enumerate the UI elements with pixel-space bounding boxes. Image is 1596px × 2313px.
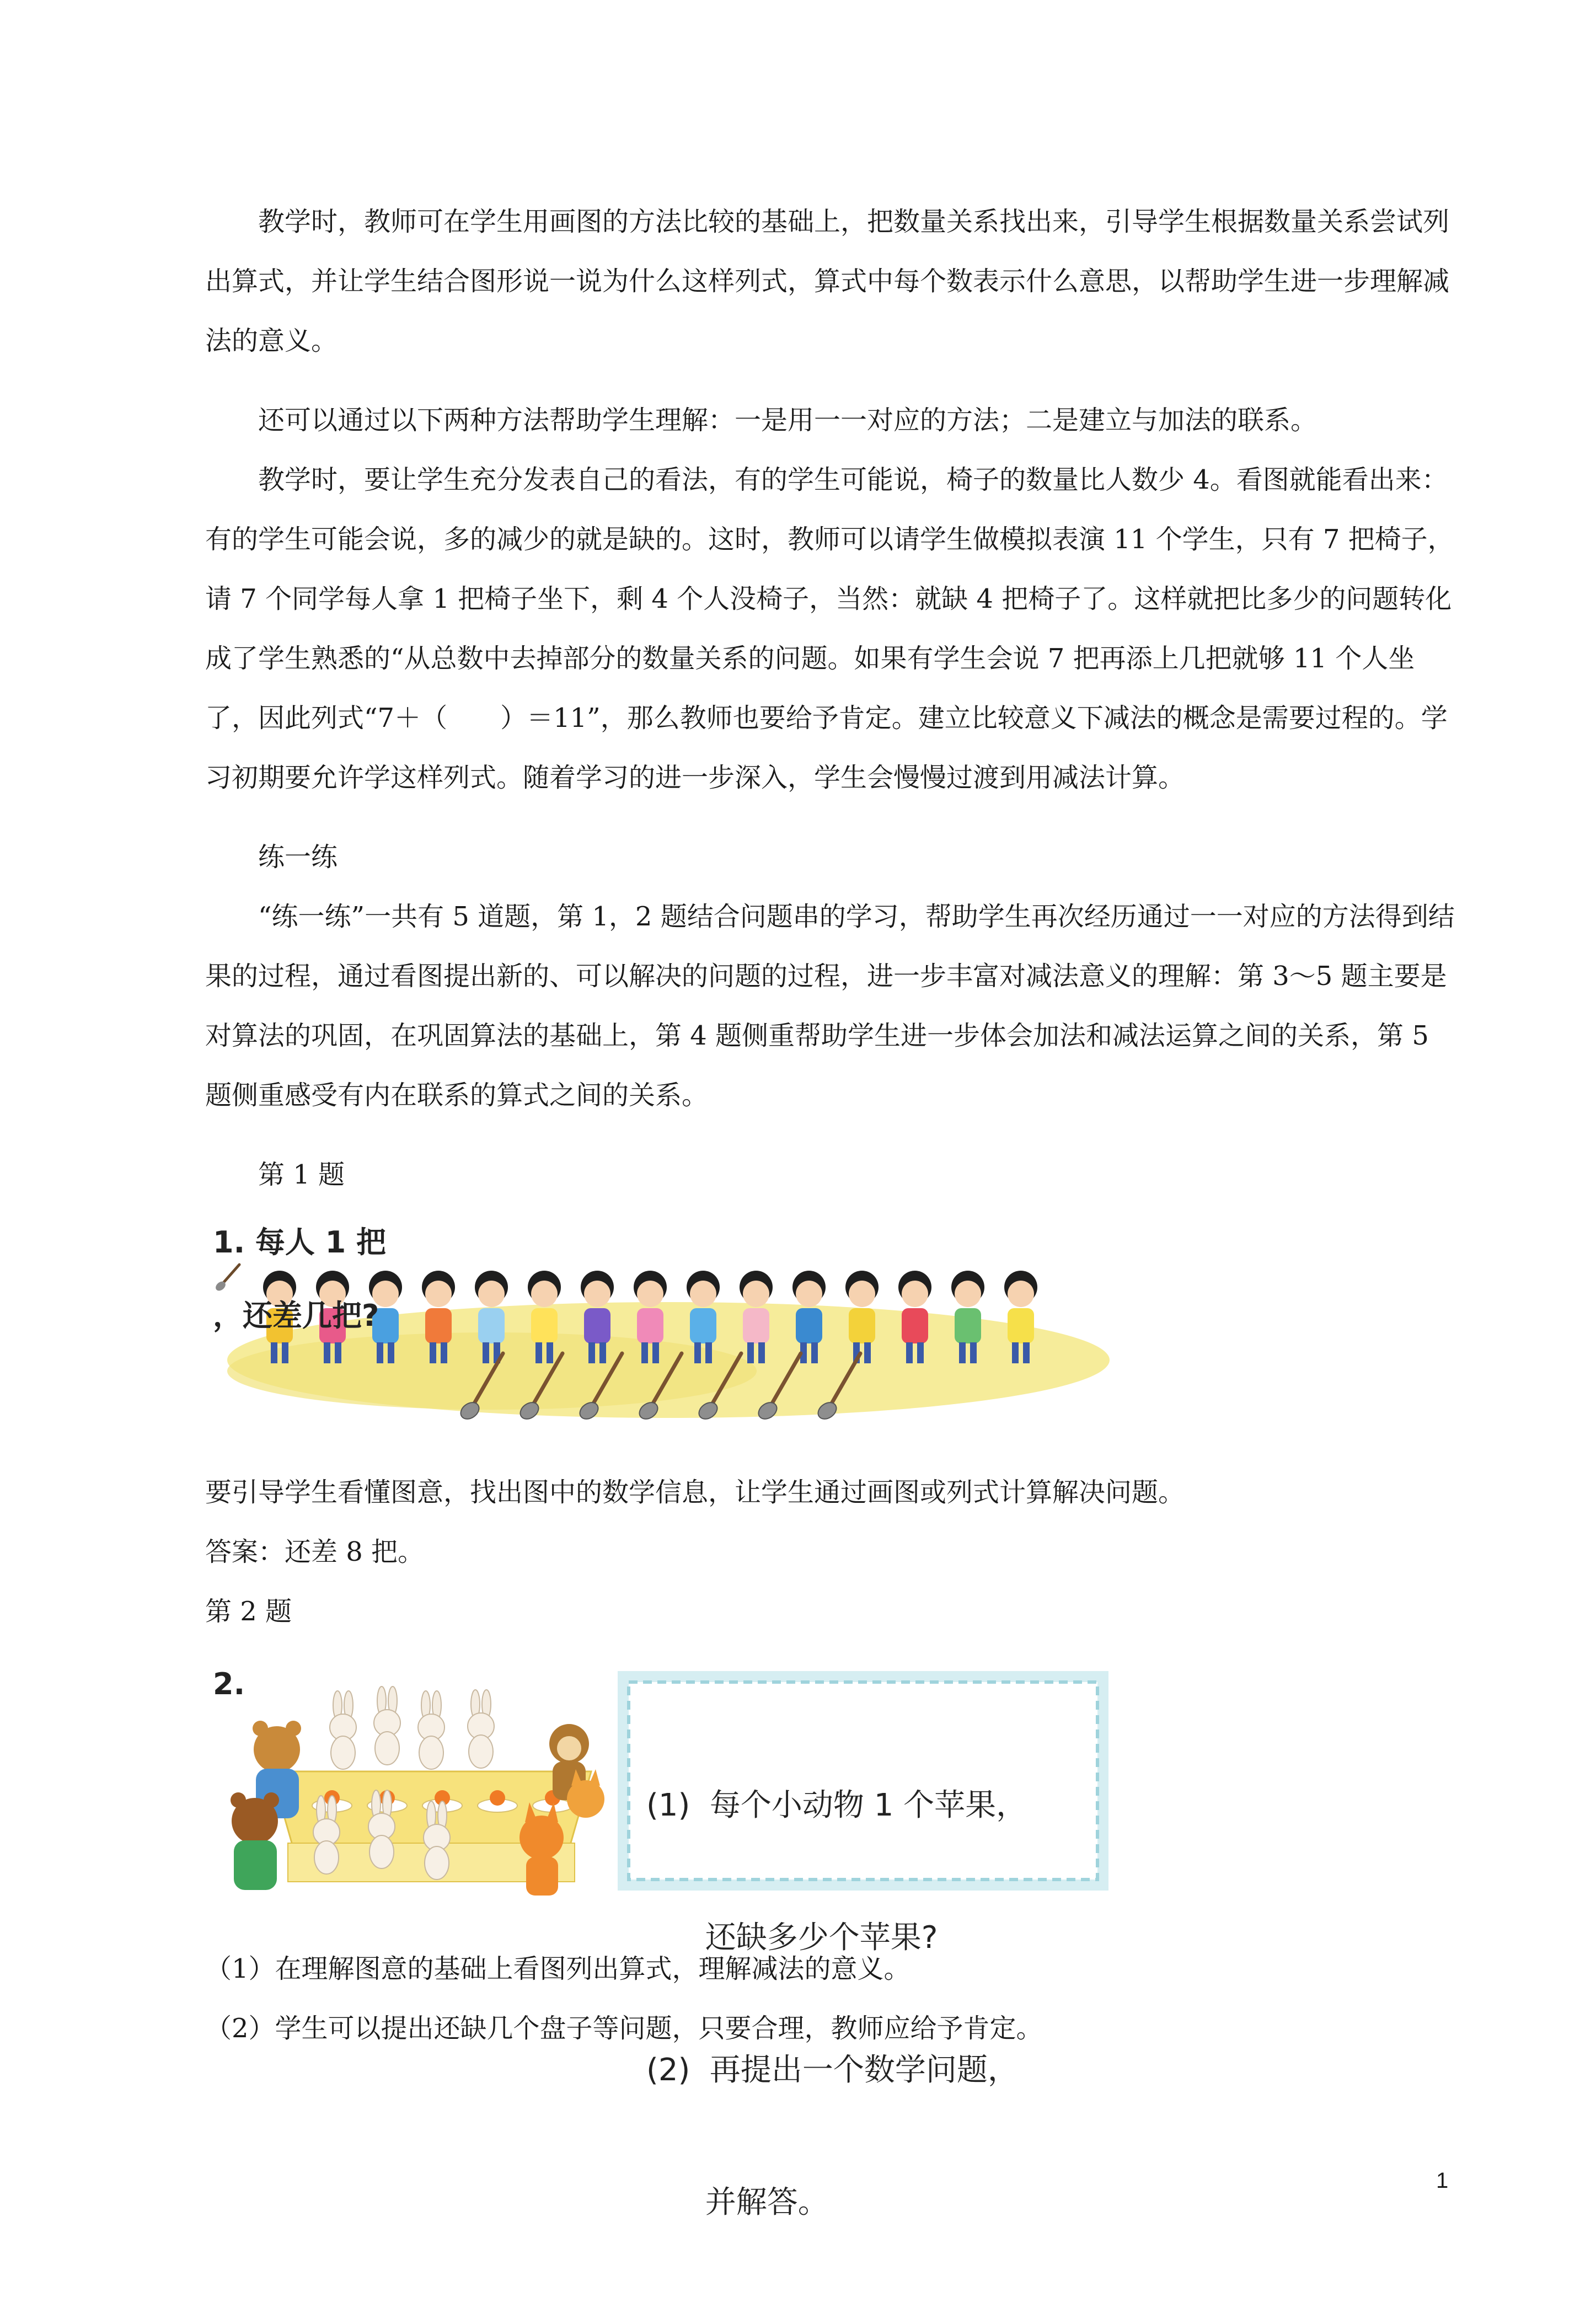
question-box-text	[646, 1695, 1027, 2313]
question-box-line: (1) 每个小动物 1 个苹果，	[646, 1787, 1027, 1823]
question-1-guide: 要引导学生看懂图意，找出图中的数学信息，让学生通过画图或列式计算解决问题。	[205, 1477, 1185, 1508]
figure-1-title-end: ，还差几把?	[213, 1298, 379, 1333]
rabbit	[330, 1691, 356, 1769]
bear	[231, 1792, 279, 1890]
figure-question-1	[205, 1211, 1118, 1436]
paragraph-teaching-method: 教学时，教师可在学生用画图的方法比较的基础上，把数量关系找出来，引导学生根据数量关系尝试列出算式，并让学生结合图形说一说为什么这样列式，算式中每个数表示什么意思，以帮助学生进一步理解减法的意义。	[205, 206, 1450, 356]
question-box-line: 还缺多少个苹果?	[646, 1920, 938, 1956]
paragraph-practice-overview: “练一练”一共有 5 道题，第 1，2 题结合问题串的学习，帮助学生再次经历通过一一对应的方法得到结果的过程，通过看图提出新的、可以解决的问题的过程，进一步丰富对减法意义的理解：第 3～5 题主要是对算法的巩固，在巩固算法的基础上，第 4 题侧重帮助学生进一步体会加法和减法运算之间的关系，第 5 题侧重感受有内在联系的算式之间的关系。	[205, 901, 1455, 1111]
question-2-heading: 第 2 题	[205, 1596, 292, 1627]
question-box-line: (2) 再提出一个数学问题，	[646, 2052, 1019, 2088]
rabbit	[468, 1690, 494, 1768]
question-box-line: 并解答。	[646, 2184, 829, 2220]
figure-2-number: 2.	[213, 1667, 245, 1701]
figure-1-title-start: 1. 每人 1 把	[213, 1225, 387, 1260]
figure-1-title	[213, 1219, 386, 1335]
section-heading-practice: 练一练	[258, 842, 338, 872]
page-number: 1	[1436, 2169, 1449, 2193]
paragraph-discussion: 教学时，要让学生充分发表自己的看法，有的学生可能说，椅子的数量比人数少 4。看图就能看出来：有的学生可能会说，多的减少的就是缺的。这时，教师可以请学生做模拟表演 11 个学生，只有 7 把椅子，请 7 个同学每人拿 1 把椅子坐下，剩 4 个人没椅子，当然：就缺 4 把椅子了。这样就把比多少的问题转化成了学生熟悉的“从总数中去掉部分的数量关系的问题。如果有学生会说 7 把再添上几把就够 11 个人坐了，因此列式“7＋（ ）＝11”，那么教师也要给予肯定。建立比较意义下减法的概念是需要过程的。学习初期要允许学这样列式。随着学习的进一步深入，学生会慢慢过渡到用减法计算。	[205, 464, 1454, 793]
rabbit	[418, 1691, 444, 1769]
shovel-icon	[213, 1261, 246, 1292]
question-2-note-2: （2）学生可以提出还缺几个盘子等问题，只要合理，教师应给予肯定。	[205, 2013, 1043, 2044]
rabbit	[374, 1686, 400, 1765]
question-1-heading: 第 1 题	[258, 1159, 345, 1190]
question-1-answer: 答案：还差 8 把。	[205, 1536, 425, 1567]
paragraph-two-methods: 还可以通过以下两种方法帮助学生理解：一是用一一对应的方法；二是建立与加法的联系。	[258, 405, 1317, 436]
question-2-note-1: （1）在理解图意的基础上看图列出算式，理解减法的意义。	[205, 1953, 911, 1984]
